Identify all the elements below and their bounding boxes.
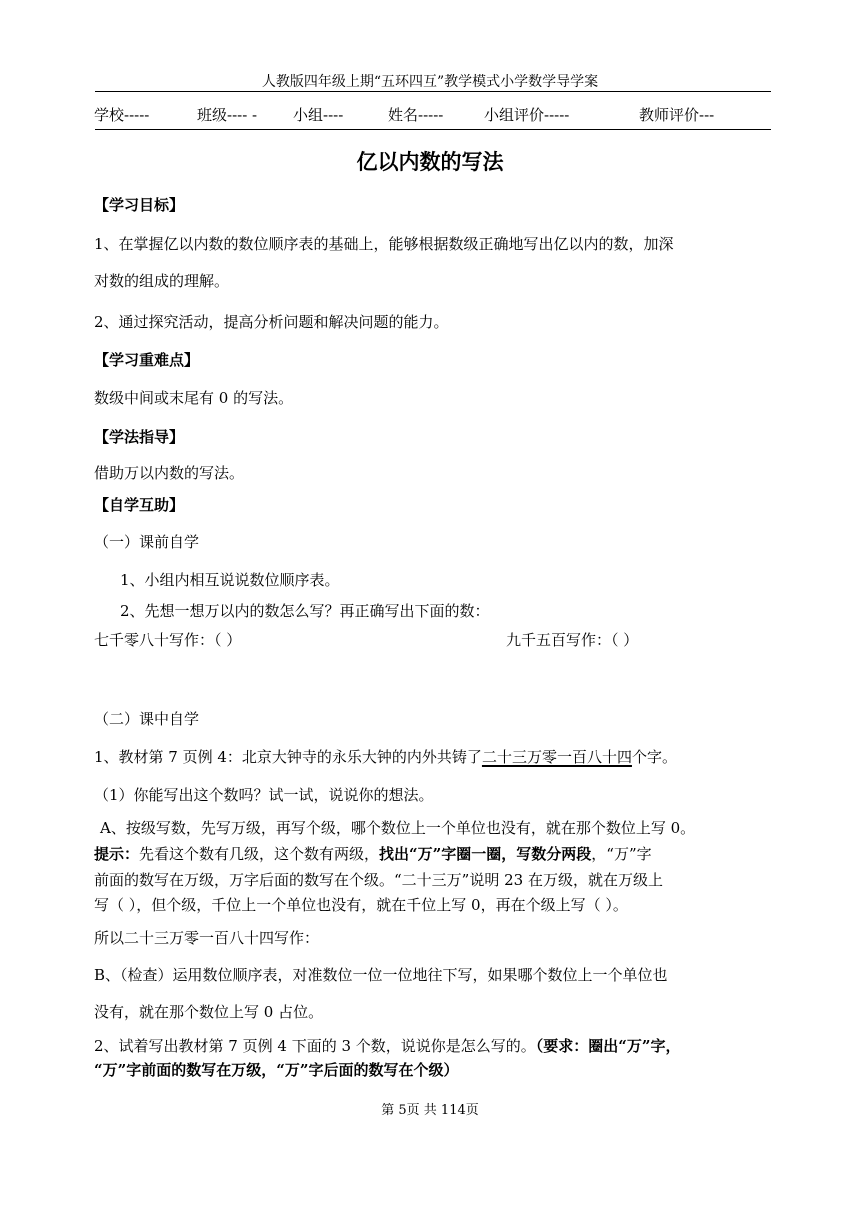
page-footer: 第 5页 共 114页 [381,1103,479,1118]
method-b-line-2: 没有，就在那个数位上写 0 占位。 [94,1003,324,1021]
goal-item-2: 2、通过探究活动，提高分析问题和解决问题的能力。 [94,313,449,331]
hint-line-2: 前面的数写在万级，万字后面的数写在个级。“二十三万”说明 23 在万级，就在万级上 [94,871,663,889]
group-eval-field: 小组评价----- [484,106,570,124]
pre-study-item-2: 2、先想一想万以内的数怎么写？再正确写出下面的数： [120,602,490,620]
goal-item-1: 1、在掌握亿以内数的数位顺序表的基础上，能够根据数级正确地写出亿以内的数，加深 [94,235,674,253]
hint-line-3: 写（ ），但个级，千位上一个单位也没有，就在千位上写 0，再在个级上写（ ）。 [94,896,628,914]
method-heading: 【学法指导】 [94,428,185,446]
question-2-requirement-cont: “万”字前面的数写在万级，“万”字后面的数写在个级） [94,1061,459,1079]
exercise-2: 九千五百写作：（ ） [506,631,639,649]
hint-bold: 找出“万”字圈一圈，写数分两段 [379,845,592,863]
teacher-eval-field: 教师评价--- [639,106,715,124]
goals-heading: 【学习目标】 [94,196,185,214]
info-rule [95,129,771,130]
question-1-prefix: 1、教材第 7 页例 4：北京大钟寺的永乐大钟的内外共铸了 [94,748,482,766]
question-1-sub: （1）你能写出这个数吗？试一试，说说你的想法。 [94,786,434,804]
class-field: 班级---- - [197,106,258,124]
hint-text-2: ，“万”字 [591,845,652,863]
in-class-heading: （二）课中自学 [94,710,200,728]
question-2-requirement: （要求：圈出“万”字， [535,1037,681,1055]
method-text: 借助万以内数的写法。 [94,464,245,482]
method-a: A、按级写数，先写万级，再写个级，哪个数位上一个单位也没有，就在那个数位上写 0。 [100,819,696,837]
key-points-text: 数级中间或末尾有 0 的写法。 [94,389,294,407]
question-1 [94,746,677,767]
header-rule [95,91,771,92]
hint-label: 提示： [94,845,140,863]
school-field: 学校----- [94,106,150,124]
goal-item-1-cont: 对数的组成的理解。 [94,272,230,290]
hint-text-1: 先看这个数有几级，这个数有两级， [139,845,380,863]
question-2-text: 2、试着写出教材第 7 页例 4 下面的 3 个数，说说你是怎么写的。 [94,1037,536,1055]
page-header-title: 人教版四年级上期“五环四互”教学模式小学数学导学案 [261,74,599,90]
method-b-line-1: B、（检查）运用数位顺序表，对准数位一位一位地往下写，如果哪个数位上一个单位也 [94,966,668,984]
hint-line-1 [94,843,652,864]
self-study-heading: 【自学互助】 [94,496,185,514]
question-1-suffix: 个字。 [631,748,677,766]
question-1-underlined-number: 二十三万零一百八十四 [481,748,632,766]
exercise-1: 七千零八十写作：（ ） [94,631,242,649]
name-field: 姓名----- [388,106,444,124]
key-points-heading: 【学习重难点】 [94,351,200,369]
group-field: 小组---- [293,106,344,124]
document-title: 亿以内数的写法 [356,150,504,174]
pre-study-heading: （一）课前自学 [94,533,200,551]
question-2 [94,1035,681,1056]
pre-study-item-1: 1、小组内相互说说数位顺序表。 [120,571,340,589]
hint-line-4: 所以二十三万零一百八十四写作： [94,929,320,947]
